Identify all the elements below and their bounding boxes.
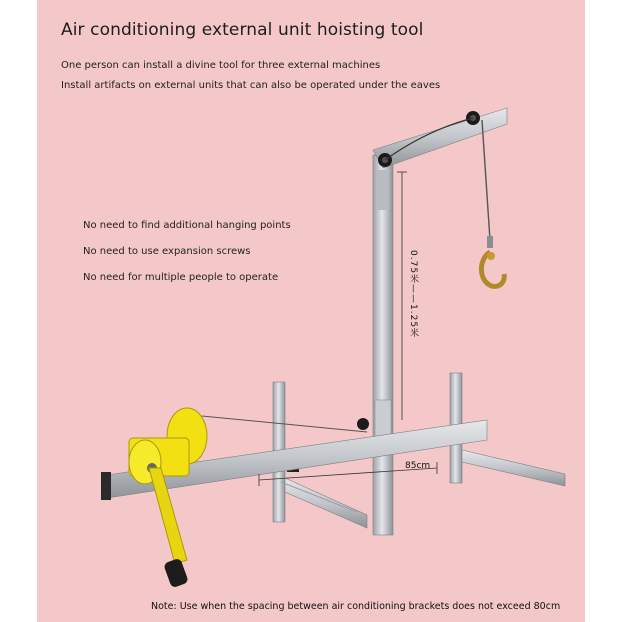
winch-icon bbox=[129, 408, 207, 588]
product-panel bbox=[37, 0, 585, 622]
subtitle-1: One person can install a divine tool for three external machines bbox=[61, 60, 381, 71]
subtitle-2: Install artifacts on external units that can also be operated under the eaves bbox=[61, 80, 441, 91]
usage-note: Note: Use when the spacing between air conditioning brackets does not exceed 80cm bbox=[151, 601, 561, 612]
hoisting-tool-illustration bbox=[37, 0, 585, 622]
feature-3: No need for multiple people to operate bbox=[83, 272, 279, 283]
width-label: 85cm bbox=[405, 461, 431, 471]
feature-1: No need to find additional hanging points bbox=[83, 220, 291, 231]
height-range-label: 0.75米——1.25米 bbox=[408, 250, 418, 339]
hook-assembly bbox=[481, 120, 504, 286]
vertical-mast bbox=[373, 155, 393, 535]
height-dimension bbox=[397, 172, 407, 420]
feature-2: No need to use expansion screws bbox=[83, 246, 251, 257]
top-arm bbox=[373, 108, 507, 168]
page-title: Air conditioning external unit hoisting tool bbox=[61, 20, 424, 40]
